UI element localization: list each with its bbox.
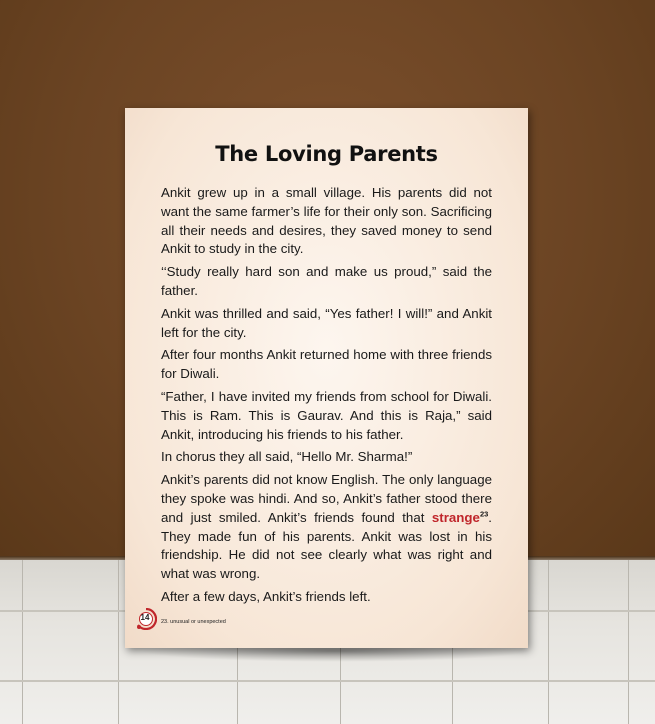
story-paragraph: “Father, I have invited my friends from school for Diwali. This is Ram. This is Gaurav. And this is Raja,” said Ankit, introducing his friends to his father. [161,388,492,442]
story-text [161,184,492,611]
story-paragraph: Ankit was thrilled and said, “Yes father! I will!” and Ankit left for the city. [161,305,492,340]
story-paragraph: ‘‘Study really hard son and make us proud,” said the father. [161,264,492,298]
story-paragraph: After a few days, Ankit’s friends left. [161,588,371,604]
footnote: 23. unusual or unexpected [161,619,226,625]
book-page [125,108,528,648]
story-paragraph: After four months Ankit returned home with three friends for Diwali. [161,347,492,382]
paragraph-text: . They made fun of his parents. Ankit was lost in his friendship. He did not see clearly what was right and what was wrong. [161,509,492,582]
page-title: The Loving Parents [215,142,438,166]
story-paragraph: In chorus they all said, “Hello Mr. Sharma!” [161,449,413,465]
footnote-reference: 23 [479,509,489,519]
page-number: 14 [140,613,150,622]
floor-seam [0,680,655,682]
story-paragraph [161,471,492,584]
story-paragraph: Ankit grew up in a small village. His parents did not want the same farmer’s life for their only son. Sacrificing all their needs and desires, they saved money to send Ankit to study in the city. [161,185,492,257]
paragraph-text: Ankit’s parents did not know English. The only language they spoke was hindi. And so, Ankit’s father stood there and just smiled. Ankit’s friends found that [161,472,492,525]
vocabulary-word: strange [431,509,480,525]
